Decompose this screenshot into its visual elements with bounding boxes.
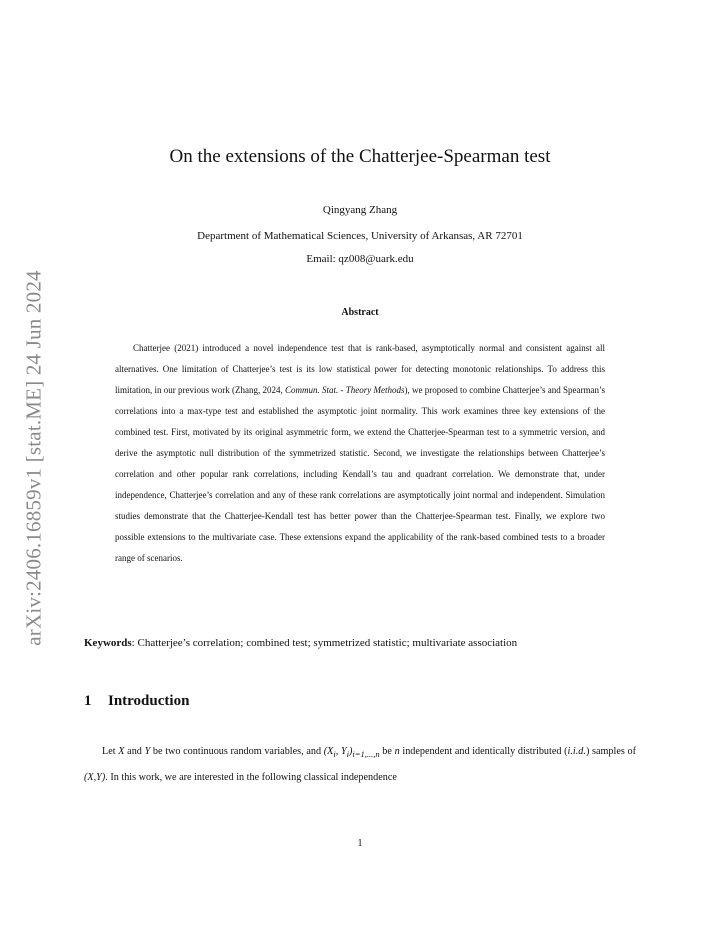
- abstract-journal-citation: Commun. Stat. - Theory Methods: [285, 385, 405, 395]
- page-number: 1: [357, 838, 363, 849]
- author-name: Qingyang Zhang: [322, 204, 398, 216]
- keywords-label: Keywords: [84, 637, 132, 649]
- author-email: Email: qz008@uark.edu: [306, 253, 414, 265]
- intro-text: ) samples of: [585, 746, 636, 757]
- section-number: 1: [84, 693, 92, 709]
- intro-text: . In this work, we are interested in the following classical independence: [105, 772, 397, 784]
- intro-text: and: [124, 746, 145, 757]
- author-affiliation: Department of Mathematical Sciences, University of Arkansas, AR 72701: [197, 230, 523, 242]
- variable-pair-xy: (X,Y): [84, 772, 106, 784]
- arxiv-identifier: arXiv:2406.16859v1 [stat.ME] 24 Jun 2024: [21, 270, 46, 646]
- keywords: [84, 636, 644, 650]
- abstract-text-after-citation: ), we proposed to combine Chatterjee’s and Spearman’s correlations into a max-type test and established the asymptotic joint normality. This work examines three key extensions of the combined test. First, motivated by its original asymmetric form, we extend the Chatterjee-Spearman test to a symmetric version, and derive the asymptotic null distribution of the symmetrized statistic. Second, we investigate the relationships between Chatterjee’s correlation and other popular rank correlations, including Kendall’s tau and quadrant correlation. We demonstrate that, under independence, Chatterjee’s correlation and any of these rank correlations are asymptotically joint normal and independent. Simulation studies demonstrate that the Chatterjee-Kendall test has better power than the Chatterjee-Spearman test. Finally, we explore two possible extensions to the multivariate case. These extensions expand the applicability of the rank-based combined tests to a broader range of scenarios.: [115, 385, 605, 563]
- introduction-paragraph: [84, 740, 636, 789]
- variable-n: n: [394, 746, 400, 757]
- intro-text: be: [379, 746, 395, 757]
- intro-text: be two continuous random variables, and: [150, 746, 324, 757]
- section-heading: [84, 692, 189, 710]
- iid-abbreviation: i.i.d.: [567, 746, 586, 757]
- intro-text: independent and identically distributed (: [399, 746, 568, 757]
- abstract-text-before-citation: Chatterjee (2021) introduced a novel independence test that is rank-based, asymptotically normal and consistent against all alternatives. One limitation of Chatterjee’s test is its low statistical power for detecting monotonic relationships. To address this limitation, in our previous work (Zhang, 2024,: [115, 343, 605, 395]
- abstract-heading: Abstract: [341, 307, 379, 318]
- intro-text: Let: [102, 746, 119, 757]
- variable-x: X: [118, 746, 125, 757]
- keywords-text: : Chatterjee’s correlation; combined test; symmetrized statistic; multivariate association: [131, 637, 518, 649]
- section-title: Introduction: [108, 693, 190, 709]
- paper-title: On the extensions of the Chatterjee-Spearman test: [169, 146, 551, 167]
- variable-y: Y: [144, 746, 151, 757]
- abstract-text: [115, 338, 605, 569]
- sample-pair-notation: ($X_i$, $Y_i)_{i=1,...,n}$: [323, 746, 380, 760]
